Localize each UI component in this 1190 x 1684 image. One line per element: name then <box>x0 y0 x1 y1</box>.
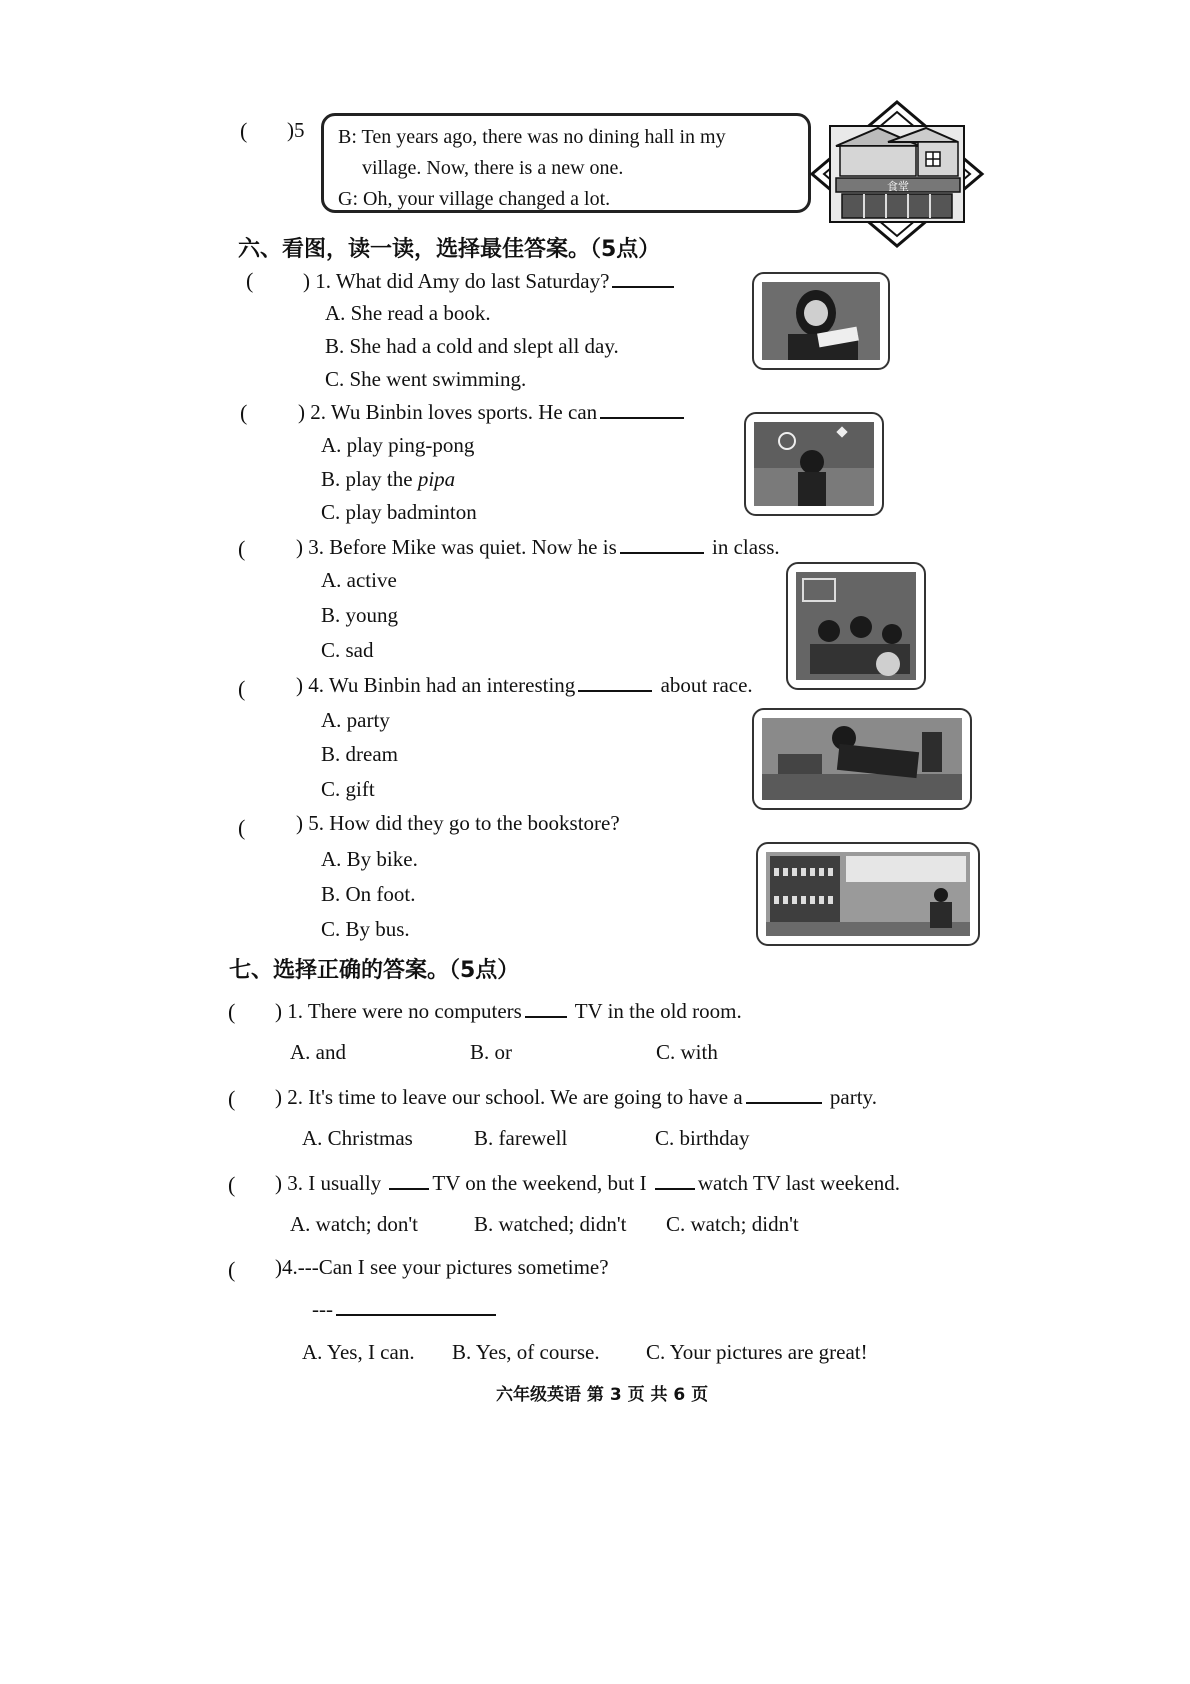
option-a[interactable]: A. By bike. <box>321 847 418 871</box>
option-row <box>0 1212 1190 1242</box>
question-stem: ) 1. There were no computers TV in the old room. <box>275 999 742 1023</box>
option-a[interactable]: A. She read a book. <box>325 301 491 325</box>
amy-reading-picture <box>752 272 890 370</box>
answer-paren[interactable]: ( <box>240 118 248 143</box>
binbin-badminton-picture <box>744 412 884 516</box>
answer-paren[interactable]: ( <box>238 536 246 561</box>
option-c[interactable]: C. She went swimming. <box>325 367 527 391</box>
option-b[interactable]: B. On foot. <box>321 882 416 906</box>
option-a[interactable]: A. Yes, I can. <box>302 1340 415 1364</box>
question-stem: ) 2. It's time to leave our school. We are going to have a party. <box>275 1085 877 1109</box>
option-b[interactable]: B. farewell <box>474 1126 568 1150</box>
question-stem: ) 4. Wu Binbin had an interesting about race. <box>296 673 753 697</box>
option-a[interactable]: A. party <box>321 708 390 732</box>
section-7-title: 七、选择正确的答案。（5点） <box>229 958 520 983</box>
dialogue-box <box>321 113 811 213</box>
option-b[interactable]: B. dream <box>321 742 398 766</box>
option-b[interactable]: B. Yes, of course. <box>452 1340 600 1364</box>
binbin-dream-picture <box>752 708 972 810</box>
option-c[interactable]: C. play badminton <box>321 500 477 524</box>
answer-line[interactable]: --- <box>312 1296 499 1322</box>
option-b[interactable]: B. young <box>321 603 399 627</box>
answer-paren[interactable]: ( <box>240 400 248 425</box>
answer-paren[interactable]: ( <box>238 815 246 840</box>
dialogue-line: village. Now, there is a new one. <box>362 157 624 179</box>
option-c[interactable]: C. Your pictures are great! <box>646 1340 868 1364</box>
option-c[interactable]: C. gift <box>321 777 375 801</box>
page-footer: 六年级英语 第 3 页 共 6 页 <box>496 1385 709 1405</box>
answer-paren[interactable]: ( <box>228 1257 236 1282</box>
option-row <box>0 1126 1190 1156</box>
option-a[interactable]: A. and <box>290 1040 346 1064</box>
question-stem: ) 1. What did Amy do last Saturday? <box>303 268 677 294</box>
question-stem: ) 3. Before Mike was quiet. Now he is in class. <box>296 535 780 559</box>
answer-paren[interactable]: ( <box>228 999 236 1024</box>
question-stem: )4.---Can I see your pictures sometime? <box>275 1255 609 1279</box>
answer-paren[interactable]: ( <box>238 676 246 701</box>
answer-paren[interactable]: ( <box>246 268 254 293</box>
option-c[interactable]: C. with <box>656 1040 718 1064</box>
option-c[interactable]: C. watch; didn't <box>666 1212 799 1236</box>
option-a[interactable]: A. active <box>321 568 397 592</box>
option-a[interactable]: A. watch; don't <box>290 1212 419 1236</box>
option-b[interactable]: B. play the pipa <box>321 467 456 491</box>
answer-paren[interactable]: ( <box>228 1172 236 1197</box>
dialogue-line: G: Oh, your village changed a lot. <box>338 188 611 210</box>
option-row <box>0 1340 1190 1370</box>
question-stem: ) 5. How did they go to the bookstore? <box>296 811 620 835</box>
village-dining-hall-picture <box>808 100 986 248</box>
section-6-title: 六、看图，读一读，选择最佳答案。（5点） <box>238 237 661 262</box>
option-b[interactable]: B. watched; didn't <box>474 1212 627 1236</box>
question-number: )5 <box>287 118 305 142</box>
answer-paren[interactable]: ( <box>228 1086 236 1111</box>
dialogue-line: B: Ten years ago, there was no dining hall in my <box>338 126 726 148</box>
option-b[interactable]: B. or <box>470 1040 512 1064</box>
option-b[interactable]: B. She had a cold and slept all day. <box>325 334 619 358</box>
option-c[interactable]: C. By bus. <box>321 917 410 941</box>
option-row <box>0 1040 1190 1070</box>
mike-classroom-picture <box>786 562 926 690</box>
shop-sign: 食堂 <box>887 180 909 193</box>
question-stem: ) 2. Wu Binbin loves sports. He can <box>298 399 687 425</box>
option-a[interactable]: A. Christmas <box>302 1126 413 1150</box>
option-c[interactable]: C. sad <box>321 638 374 662</box>
question-stem: ) 3. I usually TV on the weekend, but I watch TV last weekend. <box>275 1171 901 1195</box>
bus-bookstore-picture <box>756 842 980 946</box>
option-a[interactable]: A. play ping-pong <box>321 433 475 457</box>
option-c[interactable]: C. birthday <box>655 1126 750 1150</box>
